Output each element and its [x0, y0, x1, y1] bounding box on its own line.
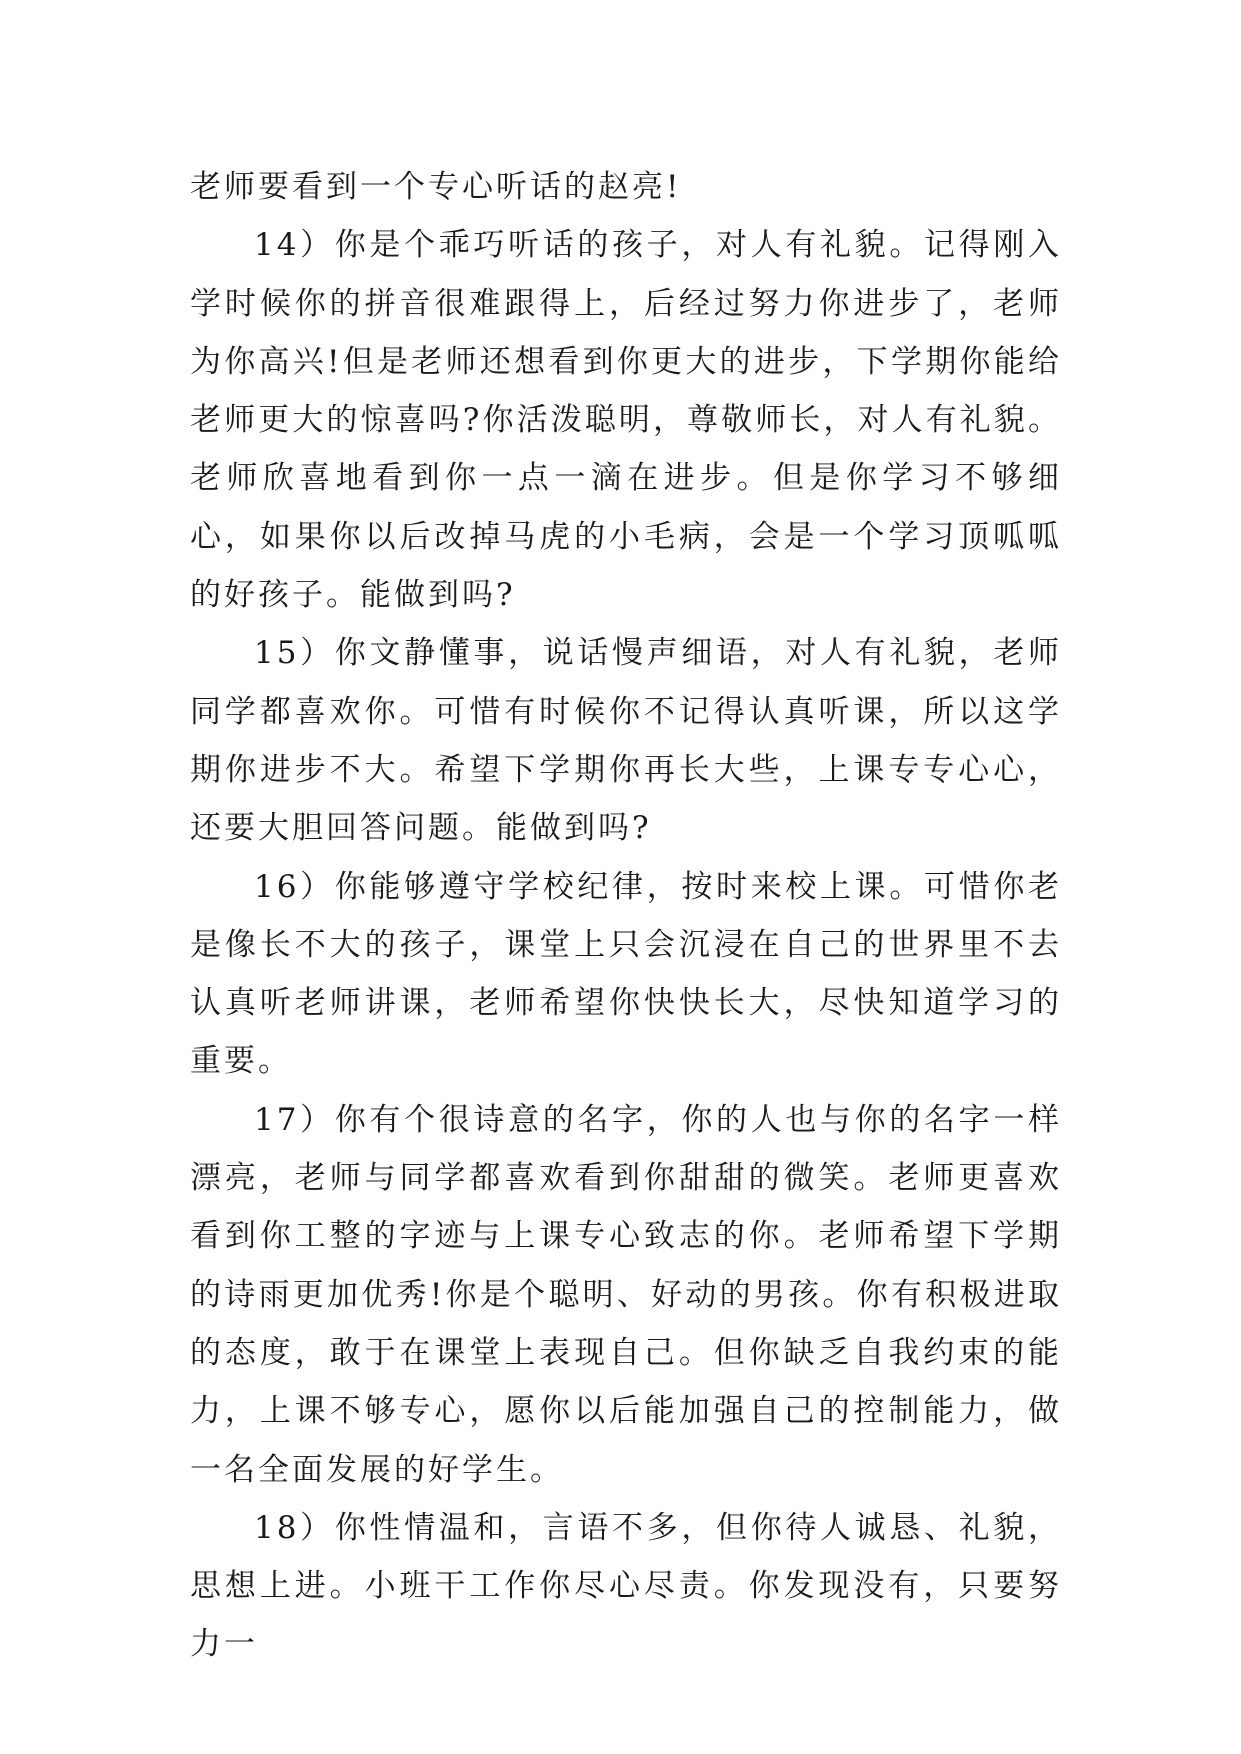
- paragraph-3: 15）你文静懂事，说话慢声细语，对人有礼貌，老师同学都喜欢你。可惜有时候你不记得认真听课，所以这学期你进步不大。希望下学期你再长大些，上课专专心心，还要大胆回答问题。能做到吗?: [190, 635, 1062, 847]
- paragraph-2: 14）你是个乖巧听话的孩子，对人有礼貌。记得刚入学时候你的拼音很难跟得上，后经过努力你进步了，老师为你高兴!但是老师还想看到你更大的进步，下学期你能给老师更大的惊喜吗?你活泼聪明，尊敬师长，对人有礼貌。老师欣喜地看到你一点一滴在进步。但是你学习不够细心，如果你以后改掉马虎的小毛病，会是一个学习顶呱呱的好孩子。能做到吗?: [190, 227, 1062, 614]
- paragraph-1: 老师要看到一个专心听话的赵亮!: [190, 169, 682, 205]
- paragraph-5: 17）你有个很诗意的名字，你的人也与你的名字一样漂亮，老师与同学都喜欢看到你甜甜的微笑。老师更喜欢看到你工整的字迹与上课专心致志的你。老师希望下学期的诗雨更加优秀!你是个聪明、好动的男孩。你有积极进取的态度，敢于在课堂上表现自己。但你缺乏自我约束的能力，上课不够专心，愿你以后能加强自己的控制能力，做一名全面发展的好学生。: [190, 1101, 1062, 1488]
- document-body: [190, 158, 1062, 1674]
- paragraph-4: 16）你能够遵守学校纪律，按时来校上课。可惜你老是像长不大的孩子，课堂上只会沉浸在自己的世界里不去认真听老师讲课，老师希望你快快长大，尽快知道学习的重要。: [190, 868, 1062, 1080]
- paragraph-6: 18）你性情温和，言语不多，但你待人诚恳、礼貌，思想上进。小班干工作你尽心尽责。你发现没有，只要努力一: [190, 1509, 1062, 1663]
